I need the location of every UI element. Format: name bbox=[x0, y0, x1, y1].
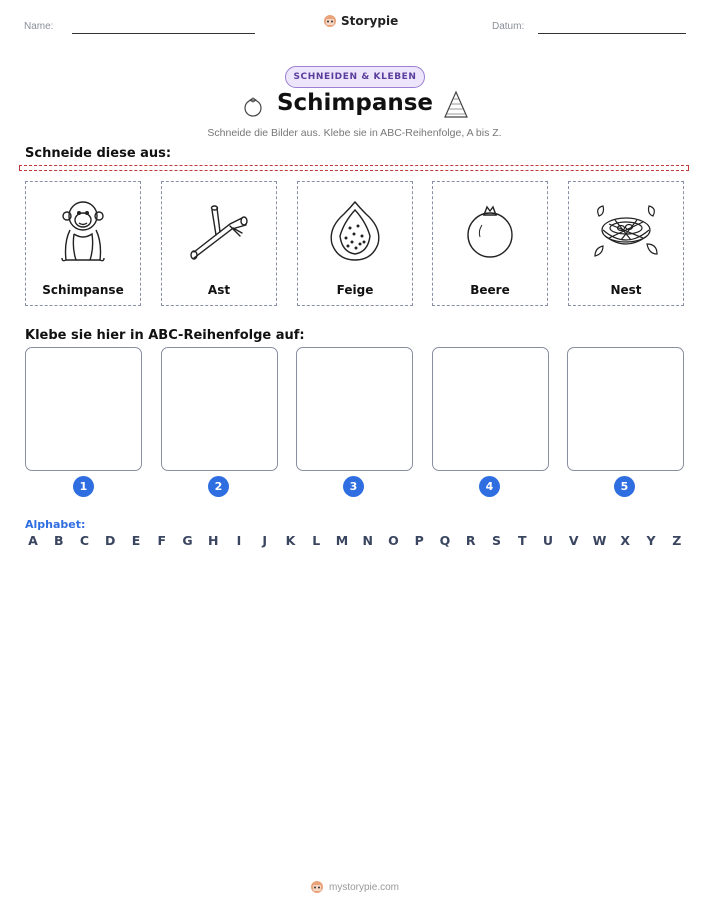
alphabet-row bbox=[25, 533, 685, 548]
storypie-mascot-icon bbox=[323, 14, 337, 28]
cut-card[interactable] bbox=[297, 181, 413, 306]
card-label: Schimpanse bbox=[42, 283, 124, 297]
alphabet-letter: S bbox=[491, 533, 501, 548]
alphabet-letter: K bbox=[285, 533, 296, 548]
alphabet-letter: O bbox=[388, 533, 399, 548]
alphabet-letter: G bbox=[182, 533, 193, 548]
alphabet-letter: N bbox=[362, 533, 373, 548]
alphabet-letter: A bbox=[28, 533, 38, 548]
alphabet-letter: F bbox=[157, 533, 167, 548]
alphabet-letter: D bbox=[105, 533, 116, 548]
name-label: Name: bbox=[24, 21, 54, 32]
alphabet-letter: T bbox=[517, 533, 527, 548]
alphabet-letter: R bbox=[465, 533, 476, 548]
berry-icon bbox=[460, 201, 520, 261]
alphabet-letter: C bbox=[79, 533, 90, 548]
alphabet-letter: E bbox=[131, 533, 141, 548]
brand-name: Storypie bbox=[341, 14, 399, 28]
paste-slot[interactable] bbox=[432, 347, 549, 471]
alphabet-letter: U bbox=[542, 533, 554, 548]
alphabet-letter: Y bbox=[646, 533, 656, 548]
card-label: Beere bbox=[470, 283, 510, 297]
alphabet-label: Alphabet: bbox=[25, 518, 86, 531]
footer-url[interactable]: mystorypie.com bbox=[328, 881, 399, 893]
brand-logo bbox=[323, 14, 398, 28]
chimpanzee-icon bbox=[50, 196, 116, 266]
branch-icon bbox=[186, 198, 252, 264]
card-label: Feige bbox=[336, 283, 374, 297]
alphabet-letter: H bbox=[208, 533, 219, 548]
footer bbox=[0, 880, 709, 894]
cut-card[interactable] bbox=[432, 181, 548, 306]
alphabet-letter: M bbox=[335, 533, 349, 548]
cut-card[interactable] bbox=[161, 181, 277, 306]
alphabet-letter: W bbox=[592, 533, 607, 548]
slot-number: 3 bbox=[343, 476, 364, 497]
storypie-mascot-icon bbox=[310, 880, 324, 894]
paste-slot[interactable] bbox=[567, 347, 684, 471]
alphabet-letter: X bbox=[620, 533, 631, 548]
alphabet-letter: Z bbox=[672, 533, 682, 548]
activity-badge: SCHNEIDEN & KLEBEN bbox=[285, 66, 425, 88]
paste-slot[interactable] bbox=[25, 347, 142, 471]
instructions: Schneide die Bilder aus. Klebe sie in ABC-Reihenfolge, A bis Z. bbox=[207, 127, 502, 139]
slot-number: 5 bbox=[614, 476, 635, 497]
page-title: Schimpanse bbox=[276, 90, 434, 116]
slot-number: 4 bbox=[479, 476, 500, 497]
slot-number: 2 bbox=[208, 476, 229, 497]
alphabet-letter: J bbox=[262, 533, 268, 548]
date-label: Datum: bbox=[492, 21, 525, 32]
alphabet-letter: B bbox=[53, 533, 64, 548]
nest-icon bbox=[591, 200, 661, 262]
cut-section-heading: Schneide diese aus: bbox=[25, 146, 172, 161]
alphabet-letter: V bbox=[568, 533, 579, 548]
alphabet-letter: Q bbox=[439, 533, 451, 548]
cut-card[interactable] bbox=[568, 181, 684, 306]
date-line[interactable] bbox=[538, 33, 686, 34]
card-label: Nest bbox=[610, 283, 642, 297]
slot-number: 1 bbox=[73, 476, 94, 497]
card-label: Ast bbox=[207, 283, 231, 297]
name-line[interactable] bbox=[72, 33, 255, 34]
paste-section-heading: Klebe sie hier in ABC-Reihenfolge auf: bbox=[25, 328, 305, 343]
alphabet-letter: P bbox=[414, 533, 424, 548]
paste-slot[interactable] bbox=[296, 347, 413, 471]
paste-slot[interactable] bbox=[161, 347, 278, 471]
cut-line bbox=[19, 165, 689, 171]
alphabet-letter: L bbox=[312, 533, 321, 548]
cut-card[interactable] bbox=[25, 181, 141, 306]
fig-icon bbox=[322, 198, 388, 264]
nest-cone-decoration-icon bbox=[443, 90, 469, 120]
alphabet-letter: I bbox=[236, 533, 242, 548]
